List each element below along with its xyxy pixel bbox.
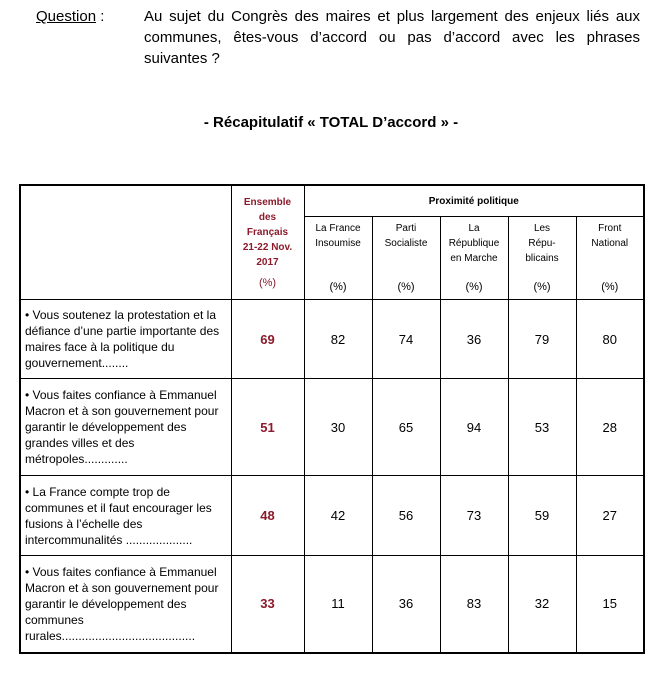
row-value: 15 xyxy=(576,556,644,653)
row-statement: • Vous faites confiance à Emmanuel Macron et à son gouvernement pour garantir le développement des grandes villes et des métropoles............. xyxy=(20,379,231,476)
row-statement: • La France compte trop de communes et il faut encourager les fusions à l’échelle des intercommunalités .................... xyxy=(20,476,231,556)
recap-title: - Récapitulatif « TOTAL D’accord » - xyxy=(203,114,459,131)
row-value: 65 xyxy=(372,379,440,476)
row-value: 79 xyxy=(508,300,576,379)
header-group-lrem: La République en Marche (%) xyxy=(440,217,508,300)
row-value: 27 xyxy=(576,476,644,556)
row-value: 32 xyxy=(508,556,576,653)
ensemble-pct: (%) xyxy=(258,276,277,289)
header-blank xyxy=(20,185,231,300)
row-value: 73 xyxy=(440,476,508,556)
question-block xyxy=(36,6,640,69)
row-value: 59 xyxy=(508,476,576,556)
row-ensemble-value: 48 xyxy=(231,476,304,556)
row-value: 83 xyxy=(440,556,508,653)
row-ensemble-value: 69 xyxy=(231,300,304,379)
results-table xyxy=(19,184,645,654)
header-group-lr: Les Répu- blicains (%) xyxy=(508,217,576,300)
header-group-fn: Front National (%) xyxy=(576,217,644,300)
question-label: Question : xyxy=(36,8,105,25)
row-value: 11 xyxy=(304,556,372,653)
row-value: 94 xyxy=(440,379,508,476)
row-value: 53 xyxy=(508,379,576,476)
row-value: 74 xyxy=(372,300,440,379)
row-value: 82 xyxy=(304,300,372,379)
row-statement: • Vous faites confiance à Emmanuel Macron et à son gouvernement pour garantir le développement des communes rurales........................................ xyxy=(20,556,231,653)
table-row xyxy=(20,300,644,379)
row-statement: • Vous soutenez la protestation et la défiance d’une partie importante des maires face à la politique du gouvernement........ xyxy=(20,300,231,379)
header-ensemble: Ensemble des Français 21-22 Nov. 2017 (%) xyxy=(231,185,304,300)
row-value: 80 xyxy=(576,300,644,379)
row-value: 36 xyxy=(440,300,508,379)
header-group-lfi: La France Insoumise (%) xyxy=(304,217,372,300)
header-proximity: Proximité politique xyxy=(304,185,644,217)
row-value: 28 xyxy=(576,379,644,476)
row-value: 42 xyxy=(304,476,372,556)
table-row xyxy=(20,379,644,476)
row-ensemble-value: 33 xyxy=(231,556,304,653)
row-value: 30 xyxy=(304,379,372,476)
row-ensemble-value: 51 xyxy=(231,379,304,476)
table-row xyxy=(20,476,644,556)
table-row xyxy=(20,556,644,653)
header-group-ps: Parti Socialiste (%) xyxy=(372,217,440,300)
row-value: 56 xyxy=(372,476,440,556)
row-value: 36 xyxy=(372,556,440,653)
question-text: Au sujet du Congrès des maires et plus largement des enjeux liés aux communes, êtes-vous d’accord ou pas d’accord avec les phrases suivantes ? xyxy=(144,8,640,67)
